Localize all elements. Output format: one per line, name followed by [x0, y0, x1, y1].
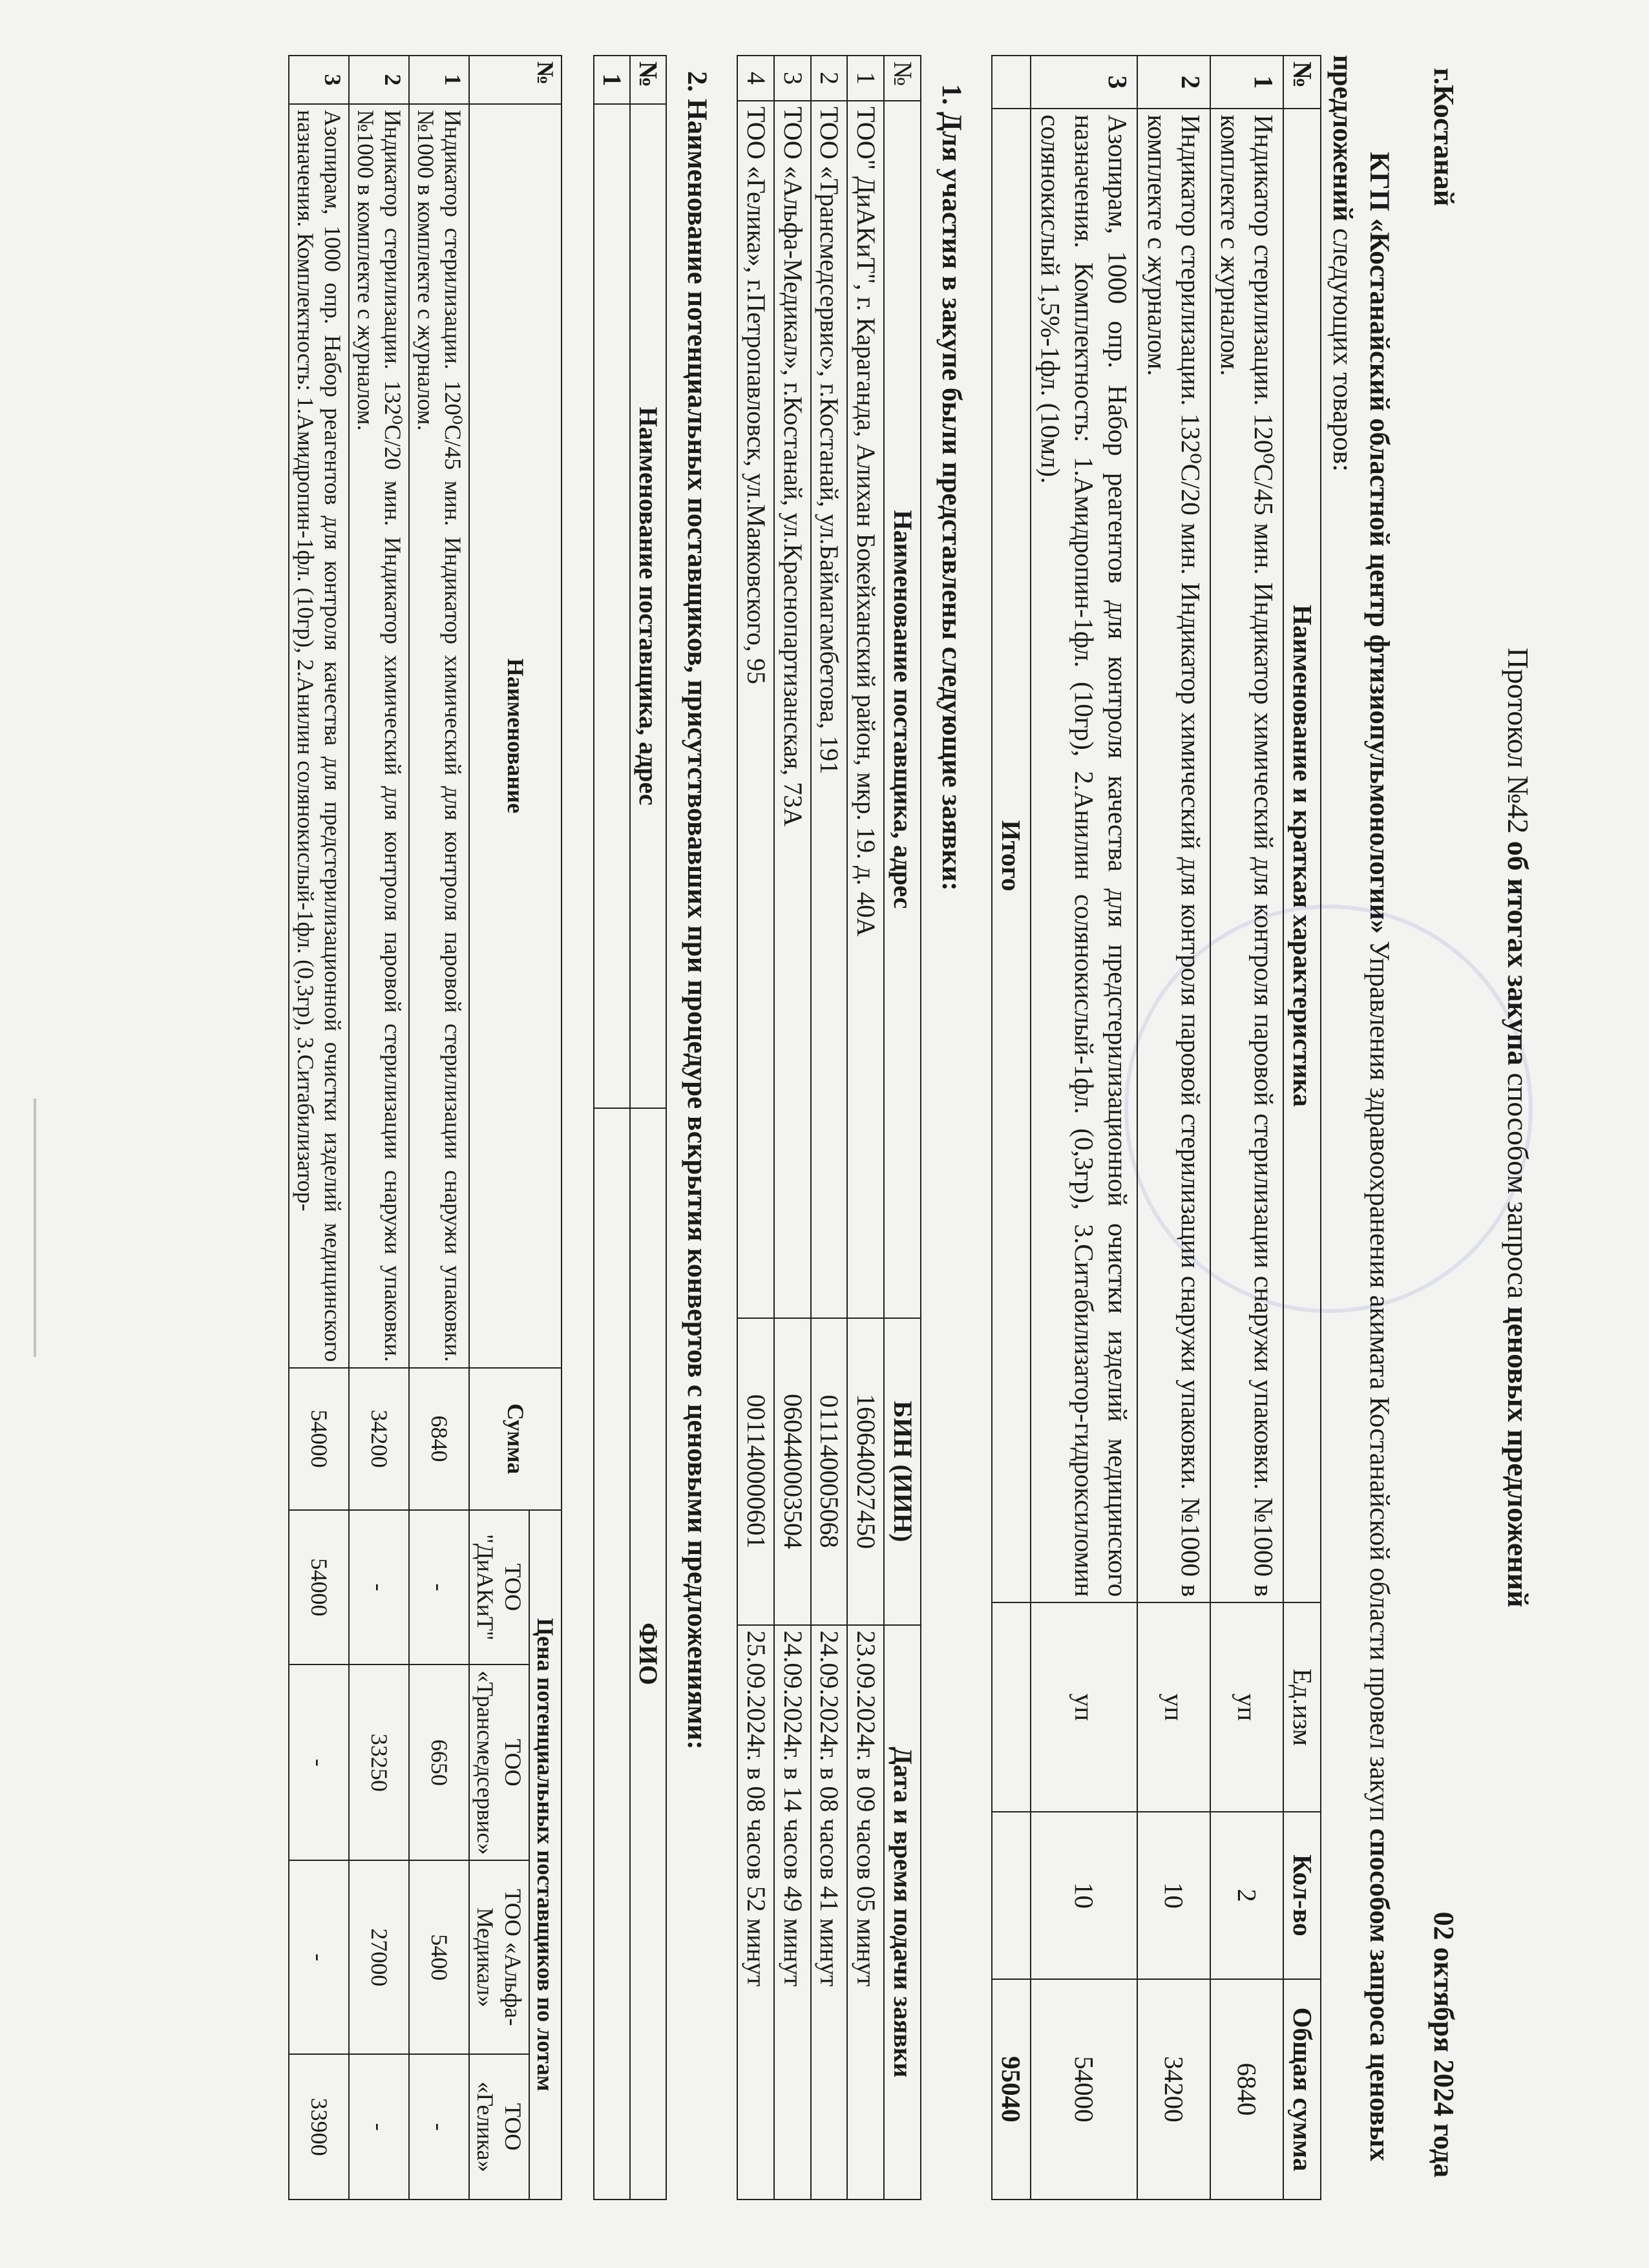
applications-header: № Наименование поставщика, адрес БИН (ИИН) Дата и время подачи заявки: [884, 56, 921, 2200]
table-row: 1 Индикатор стерилизации. 120⁰С/45 мин. Индикатор химический для контроля паровой стерилизации снаружи упаковки. №1000 в комплекте с журналом. уп 2 6840: [1210, 56, 1283, 2200]
prices-header-row-2: ТОО "ДиАКиТ" ТОО «Трансмедсервис» ТОО «Альфа-Медикал» ТОО «Гелика»: [469, 56, 529, 2200]
total-label: Итого: [992, 109, 1031, 1602]
total-row: [992, 56, 1031, 2200]
applications-table: [737, 55, 921, 2200]
attendees-header: № Наименование поставщика, адрес ФИО: [630, 56, 666, 2200]
document-body: [288, 55, 1536, 2200]
table-row: 2 Индикатор стерилизации. 132⁰С/20 мин. Индикатор химический для контроля паровой стерилизации снаружи упаковки. №1000 в комплекте с журналом. уп 10 34200: [1137, 56, 1210, 2200]
prices-header-row-1: № Наименование Сумма Цена потенциальных поставщиков по лотам: [529, 56, 562, 2200]
table-row: 4 ТОО «Гелика», г.Петропавловск, ул.Маяковского, 95 001140000601 25.09.2024г. в 08 часов 52 минут: [737, 56, 774, 2200]
table-row: 1: [594, 56, 630, 2200]
table-row: 1 ТОО" ДиАКиТ", г. Караганда, Алихан Бокейханский район, мкр. 19. д. 40А 160640027450 23.09.2024г. в 09 часов 05 минут: [847, 56, 884, 2200]
col-number-header: №: [1283, 56, 1320, 109]
section2-title: 2. Наименование потенциальных поставщиков, присутствовавших при процедуре вскрытия конвертов с ценовыми предложениями:: [682, 71, 712, 1750]
table-row: 2 ТОО «Трансмедсервис», г.Костанай, ул.Баймагамбетова, 191 011140005068 24.09.2024г. в 08 часов 41 минут: [811, 56, 848, 2200]
table-row: 2 Индикатор стерилизации. 132⁰С/20 мин. Индикатор химический для контроля паровой стерилизации снаружи упаковки. №1000 в комплекте с журналом. 34200 - 33250 27000 -: [349, 56, 409, 2200]
col-qty-header: Кол-во: [1283, 1812, 1320, 1979]
col-unit-header: Ед.изм: [1283, 1602, 1320, 1812]
table-row: 3 Азопирам, 1000 опр. Набор реагентов для контроля качества для предстерилизационной очистки изделий медицинского назначения. Комплектность: 1.Амидропин-1фл. (10гр), 2.Анилин солянокислый-1фл. (0,3гр), 3.Ситабилизатор- 54000 54000 - - 33900: [289, 56, 349, 2200]
goods-table-header: [1283, 56, 1320, 2200]
prices-table: [288, 55, 562, 2200]
attendees-table: [593, 55, 667, 2200]
place-date-row: [1426, 55, 1460, 2200]
goods-table: [991, 55, 1321, 2200]
col-sum-header: Общая сумма: [1283, 1979, 1320, 2200]
total-value: 95040: [992, 1979, 1031, 2200]
section1-title: 1. Для участия в закупе были представлены следующие заявки:: [936, 84, 967, 891]
table-row: 3 ТОО «Альфа-Медикал», г.Костанай, ул.Краснопартизанская, 73А 060440003504 24.09.2024г. в 14 часов 49 минут: [774, 56, 811, 2200]
col-name-header: Наименование и краткая характеристика: [1283, 109, 1320, 1602]
protocol-title: Протокол №42 об итогах закупа способом запроса ценовых предложений: [1502, 647, 1535, 1608]
table-row: 1 Индикатор стерилизации. 120⁰С/45 мин. Индикатор химический для контроля паровой стерилизации снаружи упаковки. №1000 в комплекте с журналом. 6840 - 6650 5400 -: [409, 56, 469, 2200]
city: г.Костанай: [1427, 68, 1460, 207]
protocol-date: 02 октября 2024 года: [1427, 1911, 1460, 2178]
intro-paragraph: КГП «Костанайский областной центр фтизиопульмонологии» Управления здравоохранения акимата Костанайской области провел закуп способом запроса ценовых предложений следующих товаров:: [1327, 55, 1395, 2161]
table-row: 3 Азопирам, 1000 опр. Набор реагентов для контроля качества для предстерилизационной очистки изделий медицинского назначения. Комплектность: 1.Амидропин-1фл. (10гр), 2.Анилин солянокислый-1фл. (0,3гр), 3.Ситабилизатор-гидроксиломин солянокислый 1,5%-1фл. (10мл). уп 10 54000: [1031, 56, 1137, 2200]
